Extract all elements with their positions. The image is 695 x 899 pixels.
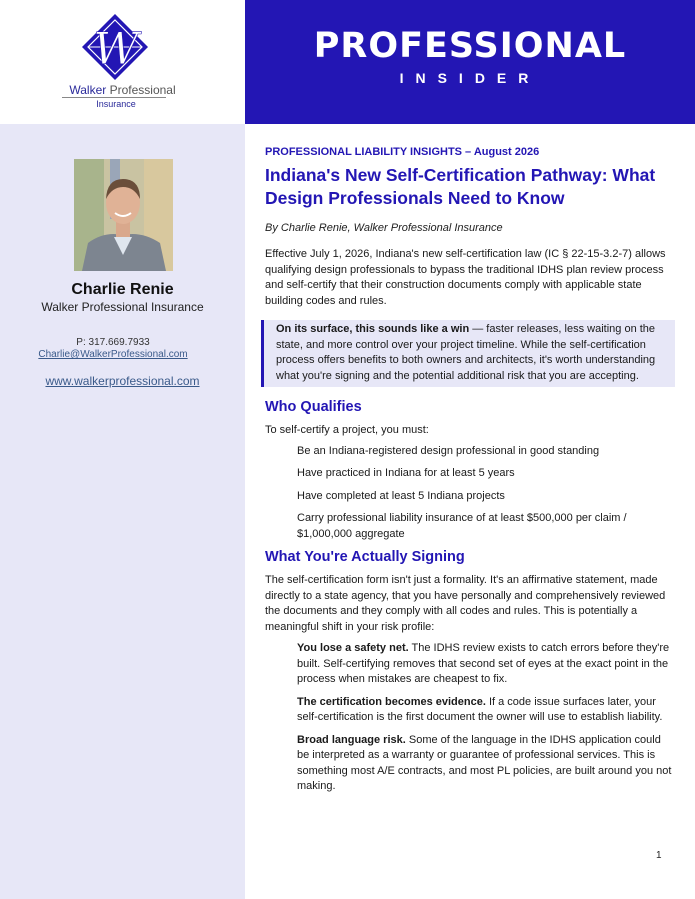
- author-company: Walker Professional Insurance: [41, 300, 204, 314]
- risk-item-title: Broad language risk.: [297, 733, 406, 746]
- article-kicker: PROFESSIONAL LIABILITY INSIGHTS – August 2026: [265, 146, 540, 158]
- page-number: 1: [656, 850, 662, 861]
- qualifications-list: [265, 444, 675, 543]
- logo-divider: [62, 97, 166, 98]
- author-phone: P: 317.669.7933: [76, 337, 150, 348]
- signing-lead: The self-certification form isn't just a formality. It's an affirmative statement, made directly to a state agency, that you have personally and comprehensively reviewed the documents and they comply with all codes and rules. This is potentially a meaningful shift in your risk profile:: [265, 574, 666, 633]
- list-item: Have completed at least 5 Indiana projects: [297, 489, 505, 502]
- svg-text:W: W: [93, 24, 139, 75]
- callout-text: — faster releases, less waiting on the state, and more control over your project timeline. While the self-certification process offers benefits to both owners and architects, it's worth understanding what you're signing and the potential additional risk that you are accepting.: [276, 323, 656, 382]
- article: [265, 146, 675, 802]
- article-byline: By Charlie Renie, Walker Professional Insurance: [265, 222, 503, 234]
- section-heading-who-qualifies: Who Qualifies: [265, 399, 362, 415]
- article-headline: Indiana's New Self-Certification Pathway: What Design Professionals Need to Know: [265, 165, 656, 208]
- risk-item-text: Some of the language in the IDHS application could be interpreted as a warranty or guarantee of professional services. This is something most A/E contracts, and most PL policies, are built around you not making.: [297, 733, 672, 792]
- article-intro: Effective July 1, 2026, Indiana's new self-certification law (IC § 22-15-3.2-7) allows qualifying design professionals to bypass the traditional IDHS plan review process and self-certify that their construction documents comply with applicable state building codes and rules.: [265, 248, 666, 307]
- list-item: [297, 695, 675, 726]
- risk-item-text: The IDHS review exists to catch errors before they're built. Self-certifying removes that second set of eyes at the exact point in the process when mistakes are cheapest to fix.: [297, 642, 670, 685]
- list-item: Have practiced in Indiana for at least 5 years: [297, 467, 515, 479]
- risk-item-title: You lose a safety net.: [297, 642, 409, 654]
- risk-item-text: If a code issue surfaces later, your self-certification is the first document the owner will use to establish liability.: [297, 695, 663, 723]
- list-item: [297, 733, 675, 795]
- banner-subtitle: INSIDER: [399, 70, 541, 86]
- section-heading-what-youre-signing: What You're Actually Signing: [265, 549, 465, 565]
- risk-item-title: The certification becomes evidence.: [297, 695, 486, 708]
- author-portrait-icon: [74, 159, 173, 271]
- list-item: Carry professional liability insurance of at least $500,000 per claim / $1,000,000 aggregate: [297, 512, 627, 540]
- logo-name-primary: Walker: [69, 83, 107, 97]
- company-logo: [0, 0, 245, 124]
- newsletter-banner: [245, 0, 695, 124]
- author-photo: [74, 159, 173, 271]
- list-item: Be an Indiana-registered design professional in good standing: [297, 444, 600, 457]
- author-email-link[interactable]: Charlie@WalkerProfessional.com: [38, 349, 188, 360]
- list-item: [297, 641, 675, 688]
- qualifies-lead: To self-certify a project, you must:: [265, 424, 429, 436]
- logo-subtitle: Insurance: [96, 99, 136, 109]
- banner-title: PROFESSIONAL: [313, 26, 627, 66]
- website-link[interactable]: www.walkerprofessional.com: [45, 374, 200, 388]
- logo-name-secondary: Professional: [109, 83, 176, 97]
- author-sidebar: [0, 124, 245, 899]
- risk-list: [265, 641, 675, 795]
- callout-box: [261, 320, 675, 387]
- walker-diamond-logo-icon: [80, 12, 150, 82]
- logo-wordmark: [0, 83, 245, 97]
- callout-bold: On its surface, this sounds like a win: [276, 323, 470, 335]
- author-name: Charlie Renie: [71, 281, 174, 298]
